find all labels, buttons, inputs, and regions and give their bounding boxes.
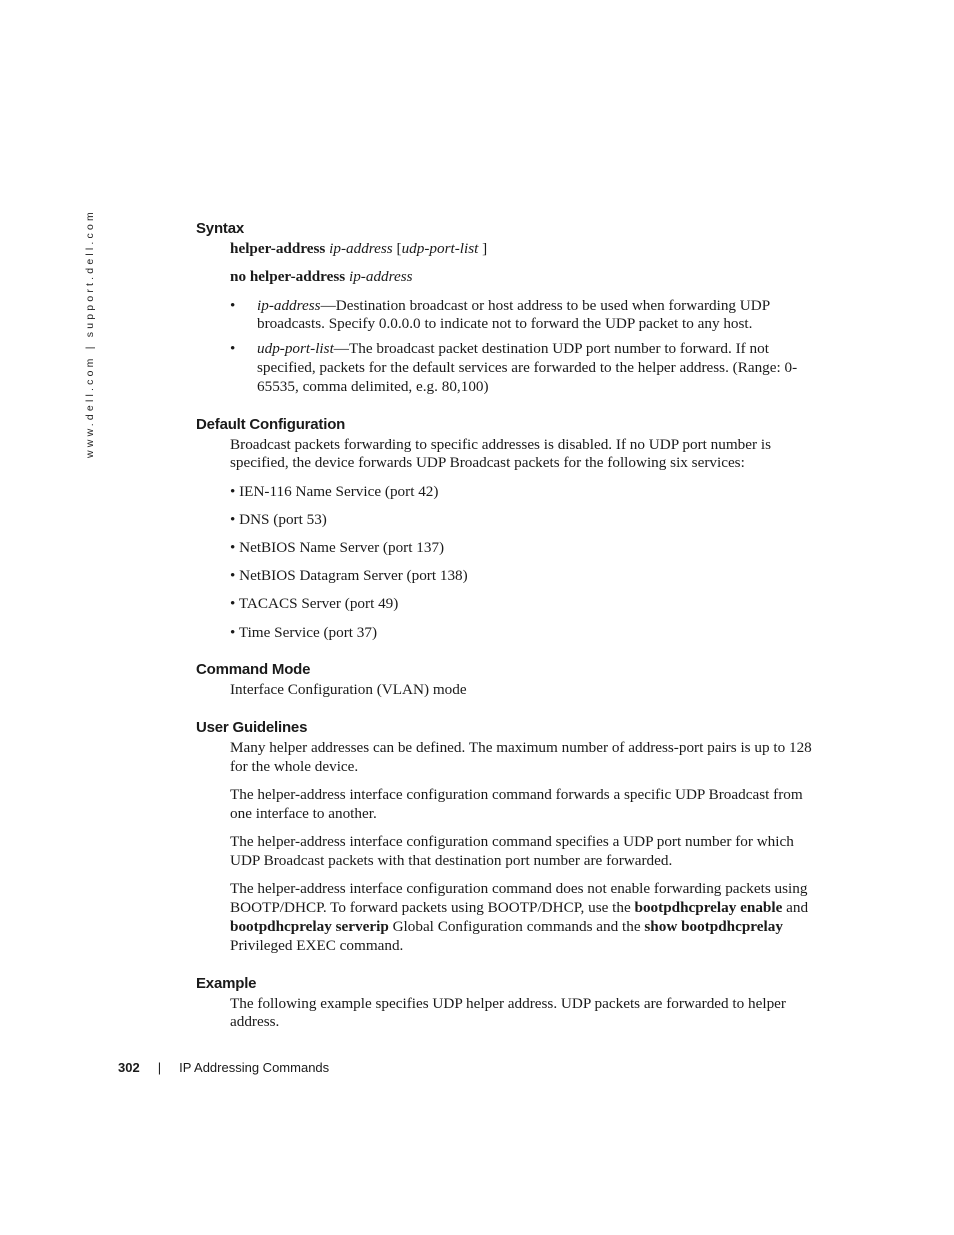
param-ip-address: ip-address	[348, 268, 413, 286]
example-heading: Example	[196, 974, 257, 992]
param-udp-port-list: udp-port-list	[401, 240, 479, 257]
syntax-body	[230, 240, 816, 397]
command-reference: bootpdhcprelay serverip	[230, 918, 389, 936]
page-number: 302	[118, 1060, 140, 1075]
service-item: • NetBIOS Name Server (port 137)	[230, 539, 445, 557]
user-guidelines-section	[196, 717, 816, 955]
guideline-text: and	[782, 899, 809, 917]
guideline-text: Privileged EXEC command.	[230, 936, 404, 954]
page-content	[196, 218, 816, 1049]
guideline-text: The helper-address interface configuration command does not enable forwarding packets using BOOTP/DHCP. To forward packets using BOOTP/DHCP, use the	[230, 880, 808, 917]
guideline-paragraph: Many helper addresses can be defined. The maximum number of address-port pairs is up to 128 for the whole device.	[230, 739, 812, 775]
default-configuration-section	[196, 414, 816, 643]
guideline-paragraph	[230, 880, 816, 955]
parameter-list	[230, 297, 816, 397]
default-configuration-heading: Default Configuration	[196, 415, 346, 433]
guideline-paragraph: The helper-address interface configuration command forwards a specific UDP Broadcast from one interface to another.	[230, 786, 803, 823]
optional-open-bracket: [	[396, 240, 402, 257]
guideline-paragraph: The helper-address interface configuration command specifies a UDP port number for which UDP Broadcast packets with that destination port number are forwarded.	[230, 833, 794, 870]
parameter-item	[230, 297, 816, 335]
parameter-term: udp-port-list	[257, 340, 334, 358]
default-configuration-body	[230, 436, 816, 643]
syntax-line-1	[230, 240, 816, 259]
param-ip-address: ip-address	[329, 240, 393, 257]
example-text: The following example specifies UDP helper address. UDP packets are forwarded to helper address.	[230, 994, 786, 1031]
bullet-icon: •	[230, 340, 236, 358]
user-guidelines-heading: User Guidelines	[196, 719, 308, 737]
user-guidelines-body	[230, 739, 816, 955]
command-name: helper-address	[230, 240, 326, 257]
syntax-section	[196, 218, 816, 397]
page-footer	[118, 1060, 329, 1075]
no-command-name: no helper-address	[230, 268, 346, 286]
parameter-description: —Destination broadcast or host address to be used when forwarding UDP broadcasts. Specify 0.0.0.0 to indicate not to forward the UDP packet to any host.	[257, 296, 770, 333]
command-mode-section	[196, 659, 816, 700]
default-configuration-text: Broadcast packets forwarding to specific addresses is disabled. If no UDP port number is specified, the device forwards UDP Broadcast packets for the following six services:	[230, 435, 771, 472]
chapter-title: IP Addressing Commands	[179, 1060, 330, 1075]
footer-separator: |	[157, 1060, 162, 1075]
service-item: • DNS (port 53)	[230, 510, 327, 528]
optional-close-bracket: ]	[478, 240, 488, 257]
command-mode-heading: Command Mode	[196, 661, 311, 679]
service-item: • NetBIOS Datagram Server (port 138)	[230, 567, 468, 585]
parameter-item	[230, 340, 816, 396]
syntax-line-2	[230, 268, 816, 287]
parameter-term: ip-address	[257, 296, 321, 314]
command-reference: show bootpdhcprelay	[644, 918, 783, 936]
command-mode-body	[230, 681, 816, 700]
syntax-heading: Syntax	[196, 220, 244, 237]
example-body	[230, 995, 816, 1033]
services-list	[230, 483, 816, 643]
parameter-description: —The broadcast packet destination UDP port number to forward. If not specified, packets for the default services are forwarded to the helper address. (Range: 0-65535, comma delimited, e.g. 80,100)	[257, 340, 798, 395]
command-mode-text: Interface Configuration (VLAN) mode	[230, 681, 467, 699]
guideline-text: Global Configuration commands and the	[388, 918, 645, 936]
sidebar-url: www.dell.com | support.dell.com	[84, 209, 96, 458]
service-item: • Time Service (port 37)	[230, 623, 378, 641]
bullet-icon: •	[230, 296, 236, 314]
command-reference: bootpdhcprelay enable	[634, 899, 783, 917]
service-item: • IEN-116 Name Service (port 42)	[230, 482, 439, 500]
service-item: • TACACS Server (port 49)	[230, 595, 399, 613]
example-section	[196, 973, 816, 1033]
